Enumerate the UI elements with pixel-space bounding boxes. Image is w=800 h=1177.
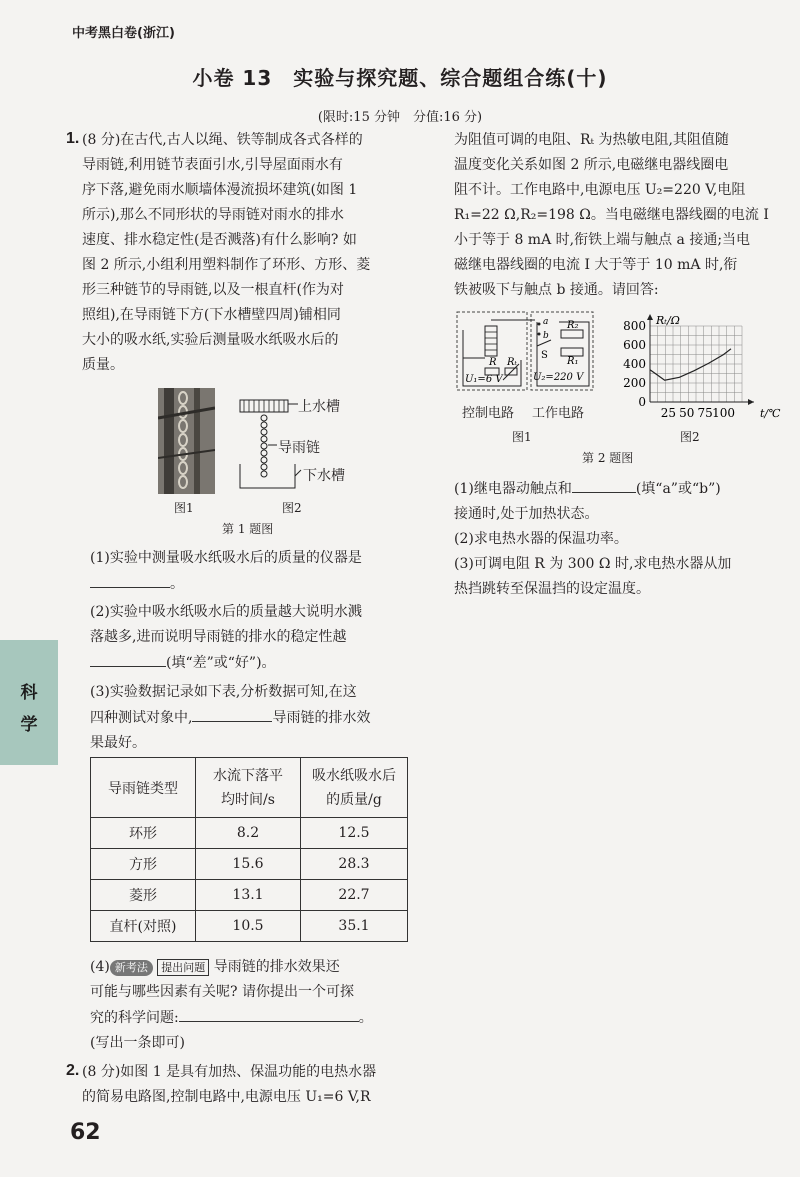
q1-line: 照组),在导雨链下方(下水槽壁四周)铺相同 — [82, 307, 341, 323]
q2-line: (8 分)如图 1 是具有加热、保温功能的电热水器 — [82, 1064, 377, 1080]
answer-blank-5[interactable] — [572, 476, 636, 493]
u1-label: U₁=6 V — [465, 374, 503, 385]
q1-line: 序下落,避免雨水顺墙体漫流损坏建筑(如图 1 — [82, 182, 358, 198]
q1-p4-end: 。 — [358, 1010, 373, 1026]
q1-fig1-label: 图1 — [174, 501, 194, 515]
answer-blank-4[interactable] — [179, 1005, 359, 1022]
q2-line: 小于等于 8 mA 时,衔铁上端与触点 a 接通;当电 — [454, 232, 751, 248]
table-row — [91, 880, 408, 911]
q1-part-2 — [90, 600, 412, 676]
q1-p3-line2a: 四种测试对象中, — [90, 710, 193, 726]
q1-p2-line1: (2)实验中吸水纸吸水后的质量越大说明水溅 — [90, 604, 362, 620]
q1-figure-caption: 第 1 题图 — [222, 522, 274, 536]
answer-blank-3[interactable] — [192, 705, 272, 722]
q1-line: 形三种链节的导雨链,以及一根直杆(作为对 — [82, 282, 344, 298]
subject-tab-char-1: 科 — [20, 683, 38, 703]
q1-p3-line2b: 导雨链的排水效 — [272, 710, 371, 726]
table-cell: 直杆(对照) — [91, 911, 196, 942]
q1-line: 导雨链,利用链节表面引水,引导屋面雨水有 — [82, 157, 343, 173]
q1-line: (8 分)在古代,古人以绳、铁等制成各式各样的 — [82, 132, 363, 148]
q1-line: 质量。 — [82, 357, 124, 373]
q1-fig2-label: 图2 — [282, 501, 302, 515]
y-tick-label: 200 — [623, 376, 646, 390]
q1-p2-line2: 落越多,进而说明导雨链的排水的稳定性越 — [90, 629, 347, 645]
label-lower-tank: 下水槽 — [303, 468, 345, 484]
table-cell: 15.6 — [196, 849, 301, 880]
q2-p3-a: (3)可调电阻 R 为 300 Ω 时,求电热水器从加 — [454, 556, 732, 572]
question-1-stem — [82, 128, 412, 378]
table-cell: 12.5 — [301, 818, 408, 849]
book-header: 中考黑白卷(浙江) — [72, 26, 175, 41]
subject-tab-char-2: 学 — [20, 715, 38, 735]
q2-figure-caption: 第 2 题图 — [582, 451, 634, 465]
x-tick-label: 50 — [679, 406, 695, 420]
q2-line: 磁继电器线圈的电流 I 大于等于 10 mA 时,衔 — [454, 257, 738, 273]
new-method-badge: 新考法 — [110, 960, 153, 976]
u2-label: U₂=220 V — [533, 372, 584, 383]
q2-parts — [454, 476, 776, 602]
q1-p2-end: (填“差”或“好”)。 — [166, 655, 276, 671]
q2-line: R₁=22 Ω,R₂=198 Ω。当电磁继电器线圈的电流 I — [454, 207, 769, 223]
table-cell: 8.2 — [196, 818, 301, 849]
x-tick-label: 100 — [712, 406, 736, 420]
contact-a-label: a — [543, 317, 549, 327]
q2-line: 的简易电路图,控制电路中,电源电压 U₁=6 V,R — [82, 1089, 371, 1105]
resistor-r1 — [561, 348, 583, 356]
q1-part-4 — [90, 955, 412, 1056]
y-tick-label: 600 — [623, 338, 646, 352]
work-circuit-label: 工作电路 — [532, 406, 585, 421]
y-tick-label: 400 — [623, 357, 646, 371]
table-row — [91, 818, 408, 849]
control-circuit-label: 控制电路 — [462, 406, 515, 421]
q1-p1-end: 。 — [170, 576, 184, 592]
q1-line: 所示),那么不同形状的导雨链对雨水的排水 — [82, 207, 344, 223]
answer-blank-1[interactable] — [90, 571, 170, 588]
subject-tab — [0, 640, 58, 765]
q2-line: 为阻值可调的电阻、Rₜ 为热敏电阻,其阻值随 — [454, 132, 729, 148]
table-header: 导雨链类型 — [91, 758, 196, 818]
q2-p2: (2)求电热水器的保温功率。 — [454, 531, 628, 547]
q1-p4-note: (写出一条即可) — [90, 1035, 185, 1051]
x-axis-arrow — [748, 399, 754, 405]
circuit-diagram — [455, 310, 595, 392]
y-axis-arrow — [647, 314, 653, 320]
q2-line: 温度变化关系如图 2 所示,电磁继电器线圈电 — [454, 157, 729, 173]
q1-p3-line1: (3)实验数据记录如下表,分析数据可知,在这 — [90, 684, 357, 700]
q1-part-3 — [90, 680, 412, 756]
resistor-r2 — [561, 330, 583, 338]
table-cell: 35.1 — [301, 911, 408, 942]
q2-line: 铁被吸下与触点 b 接通。请回答: — [454, 282, 659, 298]
page-subtitle: (限时:15 分钟 分值:16 分) — [317, 110, 483, 125]
label-chain: 导雨链 — [278, 440, 320, 456]
q1-p4-num: (4) — [90, 959, 110, 975]
x-tick-label: 75 — [697, 406, 713, 420]
q1-p4-line2: 可能与哪些因素有关呢? 请你提出一个可探 — [90, 984, 354, 1000]
q2-p1-b: (填“a”或“b”) — [635, 481, 721, 497]
page-number: 62 — [70, 1120, 101, 1145]
table-header-row — [91, 758, 408, 818]
table-row — [91, 911, 408, 942]
table-cell: 环形 — [91, 818, 196, 849]
table-header — [301, 758, 408, 818]
q1-line: 图 2 所示,小组利用塑料制作了环形、方形、菱 — [82, 257, 371, 273]
header-line: 吸水纸吸水后 — [312, 767, 396, 784]
header-line: 水流下落平 — [213, 767, 283, 784]
answer-blank-2[interactable] — [90, 650, 166, 667]
page-title: 小卷 13 实验与探究题、综合题组合练(十) — [192, 66, 608, 90]
y-tick-label: 0 — [638, 395, 646, 409]
table-header — [196, 758, 301, 818]
q2-fig1-label: 图1 — [512, 430, 532, 444]
r1-label: R₁ — [567, 356, 579, 367]
y-axis-label: Rₜ/Ω — [656, 314, 680, 327]
q2-p1-c: 接通时,处于加热状态。 — [454, 506, 599, 522]
q1-p1-text: (1)实验中测量吸水纸吸水后的质量的仪器是 — [90, 550, 362, 566]
q1-part-1 — [90, 546, 412, 597]
thermistor-chart — [612, 312, 782, 420]
contact-b-label: b — [543, 331, 549, 341]
question-2-number: 2. — [66, 1062, 80, 1079]
table-cell: 方形 — [91, 849, 196, 880]
table-cell: 10.5 — [196, 911, 301, 942]
header-line: 均时间/s — [221, 791, 275, 808]
header-line: 的质量/g — [326, 791, 382, 808]
question-2-stem-left — [82, 1060, 412, 1110]
table-cell: 13.1 — [196, 880, 301, 911]
q2-line: 阻不计。工作电路中,电源电压 U₂=220 V,电阻 — [454, 182, 746, 198]
q2-fig2-label: 图2 — [680, 430, 700, 444]
rt-label: Rₜ — [507, 357, 517, 368]
q1-p4-line1: 导雨链的排水效果还 — [213, 959, 340, 975]
q1-p3-line3: 果最好。 — [90, 735, 146, 751]
q1-line: 大小的吸水纸,实验后测量吸水纸吸水后的 — [82, 332, 339, 348]
s-label: S — [541, 350, 548, 361]
label-upper-tank: 上水槽 — [298, 399, 340, 415]
table-cell: 28.3 — [301, 849, 408, 880]
x-axis-label: t/℃ — [760, 407, 781, 420]
results-table — [90, 757, 408, 942]
question-1-number: 1. — [66, 130, 80, 147]
photo-texture — [158, 388, 215, 494]
table-cell: 22.7 — [301, 880, 408, 911]
y-tick-label: 800 — [623, 319, 646, 333]
x-tick-label: 25 — [660, 406, 677, 420]
electromagnet-coil — [485, 326, 497, 356]
q1-line: 速度、排水稳定性(是否溅落)有什么影响? 如 — [82, 232, 357, 248]
table-cell: 菱形 — [91, 880, 196, 911]
r2-label: R₂ — [567, 320, 579, 331]
q2-p3-b: 热挡跳转至保温挡的设定温度。 — [454, 581, 650, 597]
q1-p4-line3: 究的科学问题: — [90, 1010, 179, 1026]
table-row — [91, 849, 408, 880]
q2-p1-a: (1)继电器动触点和 — [454, 481, 572, 497]
r-label: R — [489, 357, 497, 368]
question-2-stem-right — [454, 128, 774, 303]
ask-question-badge: 提出问题 — [157, 959, 209, 976]
ancient-chain-photo — [158, 388, 215, 494]
